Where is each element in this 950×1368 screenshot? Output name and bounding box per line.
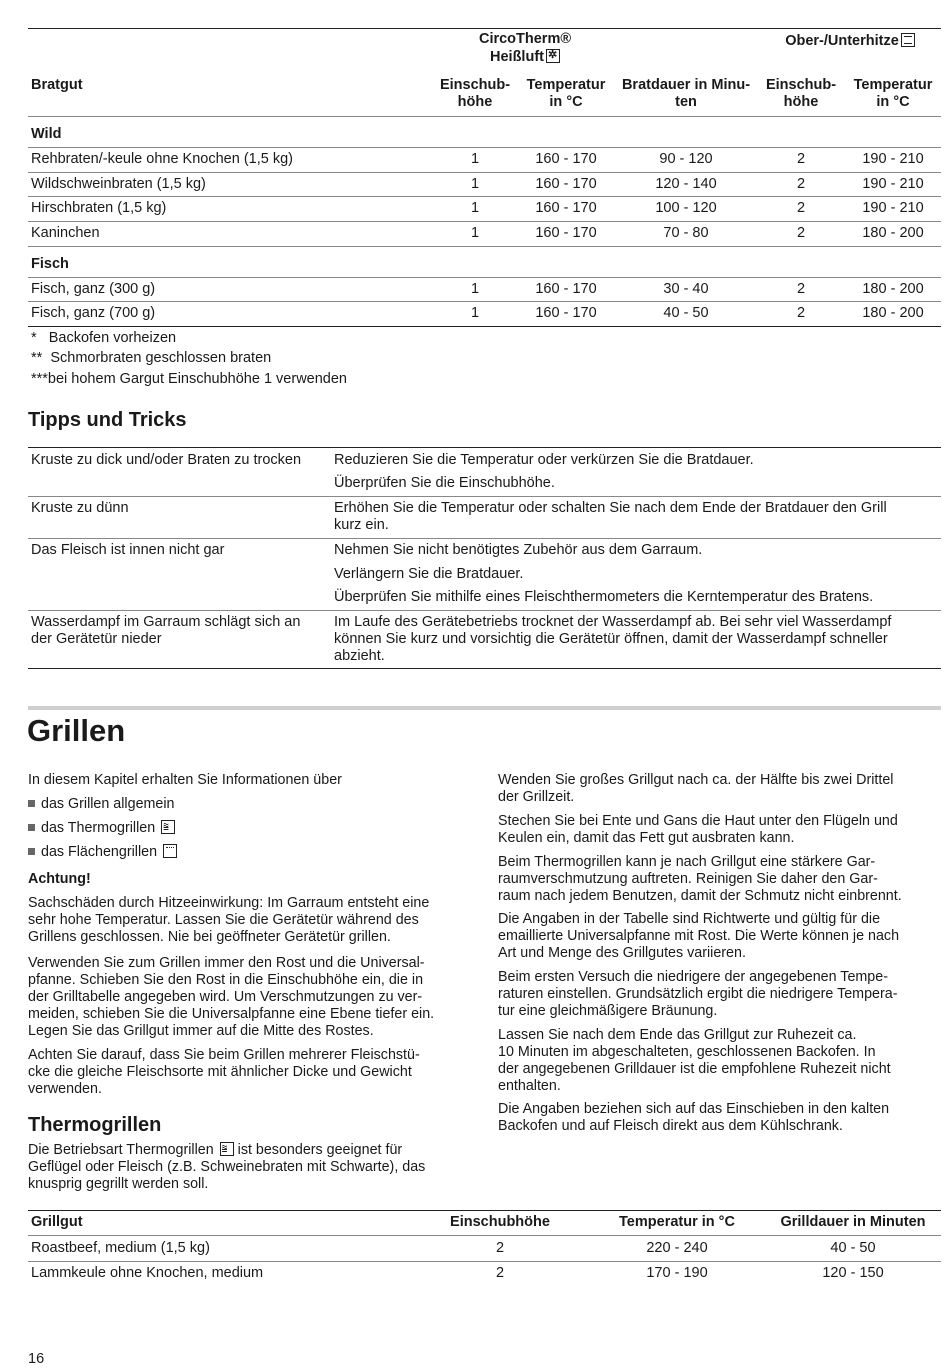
tips-solution: Verlängern Sie die Bratdauer. [334, 566, 524, 582]
tips-solution: Überprüfen Sie mithilfe eines Fleischthermometers die Kerntemperatur des Bratens. [334, 589, 874, 605]
cell-temp-2: 180 - 200 [862, 305, 924, 321]
cell-dish: Lammkeule ohne Knochen, medium [31, 1265, 264, 1281]
row-rule [28, 196, 941, 197]
cell-temp-2: 180 - 200 [862, 225, 924, 241]
col-header-temp-1a: Temperatur [526, 77, 606, 93]
chapter-title: Grillen [27, 713, 126, 748]
col-header-bratdauer-b: ten [675, 94, 697, 110]
cell-temp: 160 - 170 [535, 176, 597, 192]
paragraph: Lassen Sie nach dem Ende das Grillgut zur Ruhezeit ca. 10 Minuten im abgeschalteten, geschlossenen Backofen. In der angegebenen Grilldauer ist die empfohlene Ruhezeit nicht enthalten. [498, 1027, 891, 1094]
cell-temp-2: 190 - 210 [862, 200, 924, 216]
cell-temp-2: 190 - 210 [862, 151, 924, 167]
cell-temp: 160 - 170 [535, 281, 597, 297]
paragraph: Die Angaben in der Tabelle sind Richtwerte und gültig für die emaillierte Universalpfanne mit Rost. Die Werte können je nach Art und Menge des Grillgutes variieren. [498, 911, 900, 961]
tips-bottom-rule [28, 668, 941, 669]
footnote: ***bei hohem Gargut Einschubhöhe 1 verwenden [31, 371, 347, 387]
tips-problem: Wasserdampf im Garraum schlägt sich an [31, 614, 301, 630]
cell-dish: Kaninchen [31, 225, 100, 241]
chapter-rule [28, 706, 941, 710]
cell-temp: 160 - 170 [535, 151, 597, 167]
tips-solution: Überprüfen Sie die Einschubhöhe. [334, 475, 555, 491]
tips-problem: Das Fleisch ist innen nicht gar [31, 542, 225, 558]
tips-row-rule [28, 496, 941, 497]
cell-duration: 40 - 50 [663, 305, 709, 321]
cell-dish: Fisch, ganz (700 g) [31, 305, 156, 321]
tips-solution: können Sie kurz und vorsichtig die Gerätetür öffnen, damit der Wasserdampf schneller [334, 631, 888, 647]
footnote: * Backofen vorheizen [31, 330, 177, 346]
group-header-circotherm: CircoTherm® [478, 31, 572, 47]
tips-row-rule [28, 610, 941, 611]
paragraph: Beim Thermogrillen kann je nach Grillgut eine stärkere Gar- raumverschmutzung auftreten. Reinigen Sie daher den Gar- raum nach jedem Benutzen, damit der Schmutz nicht einbrennt. [498, 854, 902, 904]
group-header-ober-unterhitze: Ober-/Unterhitze [760, 33, 940, 50]
table-bottom-rule [28, 326, 941, 327]
col-header-grilldauer: Grilldauer in Minuten [780, 1214, 926, 1230]
cell-temp-2: 180 - 200 [862, 281, 924, 297]
thermo-heading: Thermogrillen [28, 1114, 162, 1136]
cell-level-2: 2 [796, 200, 806, 216]
bullet-icon [28, 848, 35, 855]
table-top-rule [28, 28, 941, 29]
tips-problem: der Gerätetür nieder [31, 631, 162, 647]
cell-dish: Hirschbraten (1,5 kg) [31, 200, 167, 216]
row-rule [28, 1261, 941, 1262]
flat-grill-icon [163, 844, 177, 858]
header-rule [28, 116, 941, 117]
col-header-einschubhoehe: Einschubhöhe [450, 1214, 550, 1230]
col-header-einschub-1a: Einschub- [439, 77, 511, 93]
intro-text: In diesem Kapitel erhalten Sie Informationen über [28, 772, 342, 788]
cell-duration: 30 - 40 [663, 281, 709, 297]
tips-solution: Erhöhen Sie die Temperatur oder schalten Sie nach dem Ende der Bratdauer den Grill [334, 500, 887, 516]
paragraph: Beim ersten Versuch die niedrigere der angegebenen Tempe- raturen einstellen. Grundsätzlich ergibt die niedrigere Tempera- tur eine gleichmäßigere Bräunung. [498, 969, 898, 1019]
cell-level-2: 2 [796, 305, 806, 321]
paragraph: Achten Sie darauf, dass Sie beim Grillen mehrerer Fleischstü- cke die gleiche Fleischsorte mit ähnlicher Dicke und Gewicht verwenden. [28, 1047, 420, 1097]
warning-title: Achtung! [28, 871, 91, 887]
header-rule [28, 1235, 941, 1236]
top-bottom-heat-icon [901, 33, 915, 47]
paragraph: Verwenden Sie zum Grillen immer den Rost und die Universal- pfanne. Schieben Sie den Rost in die Einschubhöhe ein, die in der Grilltabelle angegeben wird. Um Verschmutzungen zu ver- meiden, schieben Sie die Universalpfanne eine Ebene tiefer ein. Legen Sie das Grillgut immer auf die Mitte des Rostes. [28, 955, 435, 1039]
warning-text: Sachschäden durch Hitzeeinwirkung: Im Garraum entsteht eine sehr hohe Temperatur. Lassen Sie die Gerätetür während des Grillens geschlossen. Nie bei geöffneter Gerätetür grillen. [28, 895, 430, 945]
cell-dish: Rehbraten/-keule ohne Knochen (1,5 kg) [31, 151, 293, 167]
footnote: ** Schmorbraten geschlossen braten [31, 350, 272, 366]
list-item: das Thermogrillen ⩰ [28, 820, 175, 837]
paragraph: Wenden Sie großes Grillgut nach ca. der Hälfte bis zwei Drittel der Grillzeit. [498, 772, 894, 805]
cell-temp: 160 - 170 [535, 200, 597, 216]
cell-level: 1 [470, 281, 480, 297]
col-header-einschub-2b: höhe [783, 94, 819, 110]
col-header-bratgut: Bratgut [31, 77, 83, 93]
tips-solution: Reduzieren Sie die Temperatur oder verkürzen Sie die Bratdauer. [334, 452, 754, 468]
cell-level: 1 [470, 151, 480, 167]
cell-level-2: 2 [796, 225, 806, 241]
cell-level-2: 2 [796, 176, 806, 192]
tips-row-rule [28, 538, 941, 539]
thermogrill-icon [161, 820, 175, 834]
cell-level: 2 [495, 1265, 505, 1281]
cell-duration: 90 - 120 [659, 151, 713, 167]
group-header-heissluft: Heißluft✲ [440, 49, 610, 66]
section-title-fisch: Fisch [31, 256, 69, 272]
list-item: das Grillen allgemein [28, 796, 175, 813]
tips-problem: Kruste zu dünn [31, 500, 129, 516]
section-title-wild: Wild [31, 126, 62, 142]
row-rule [28, 147, 941, 148]
paragraph: Die Angaben beziehen sich auf das Einschieben in den kalten Backofen und auf Fleisch direkt aus dem Kühlschrank. [498, 1101, 890, 1134]
cell-duration: 100 - 120 [655, 200, 717, 216]
col-header-temp-2a: Temperatur [853, 77, 933, 93]
cell-temp: 160 - 170 [535, 225, 597, 241]
col-header-einschub-2a: Einschub- [765, 77, 837, 93]
cell-temp: 160 - 170 [535, 305, 597, 321]
tips-solution: abzieht. [334, 648, 385, 664]
col-header-bratdauer-a: Bratdauer in Minu- [621, 77, 751, 93]
cell-level-2: 2 [796, 281, 806, 297]
fan-heat-icon [546, 49, 560, 63]
tips-solution: Nehmen Sie nicht benötigtes Zubehör aus dem Garraum. [334, 542, 703, 558]
row-rule [28, 221, 941, 222]
bullet-icon [28, 824, 35, 831]
cell-dish: Fisch, ganz (300 g) [31, 281, 156, 297]
tips-heading: Tipps und Tricks [28, 409, 187, 431]
cell-temp-2: 190 - 210 [862, 176, 924, 192]
cell-duration: 120 - 140 [655, 176, 717, 192]
page-number: 16 [28, 1351, 45, 1367]
row-rule [28, 277, 941, 278]
cell-dish: Roastbeef, medium (1,5 kg) [31, 1240, 210, 1256]
col-header-temperatur: Temperatur in °C [619, 1214, 735, 1230]
cell-dish: Wildschweinbraten (1,5 kg) [31, 176, 206, 192]
cell-duration: 70 - 80 [663, 225, 709, 241]
tips-solution: kurz ein. [334, 517, 389, 533]
cell-duration: 120 - 150 [822, 1265, 884, 1281]
col-header-temp-2b: in °C [876, 94, 910, 110]
table-top-rule [28, 1210, 941, 1211]
row-rule [28, 246, 941, 247]
col-header-temp-1b: in °C [549, 94, 583, 110]
row-rule [28, 301, 941, 302]
paragraph: Stechen Sie bei Ente und Gans die Haut unter den Flügeln und Keulen ein, damit das Fett gut ausbraten kann. [498, 813, 898, 846]
tips-top-rule [28, 447, 941, 448]
thermogrill-icon [220, 1142, 234, 1156]
list-item: das Flächengrillen [28, 844, 177, 861]
cell-level: 1 [470, 305, 480, 321]
cell-level: 1 [470, 176, 480, 192]
bullet-icon [28, 800, 35, 807]
tips-problem: Kruste zu dick und/oder Braten zu trocken [31, 452, 302, 468]
col-header-grillgut: Grillgut [31, 1214, 83, 1230]
col-header-einschub-1b: höhe [457, 94, 493, 110]
cell-temp: 170 - 190 [646, 1265, 708, 1281]
row-rule [28, 172, 941, 173]
cell-duration: 40 - 50 [830, 1240, 876, 1256]
cell-level-2: 2 [796, 151, 806, 167]
cell-level: 1 [470, 200, 480, 216]
cell-level: 2 [495, 1240, 505, 1256]
cell-temp: 220 - 240 [646, 1240, 708, 1256]
cell-level: 1 [470, 225, 480, 241]
thermo-text: Die Betriebsart Thermogrillen ⩰ ist besonders geeignet für Geflügel oder Fleisch (z.B. Schweinebraten mit Schwarte), das knusprig gegrillt werden soll. [28, 1142, 425, 1193]
tips-solution: Im Laufe des Gerätebetriebs trocknet der Wasserdampf ab. Bei sehr viel Wasserdampf [334, 614, 892, 630]
